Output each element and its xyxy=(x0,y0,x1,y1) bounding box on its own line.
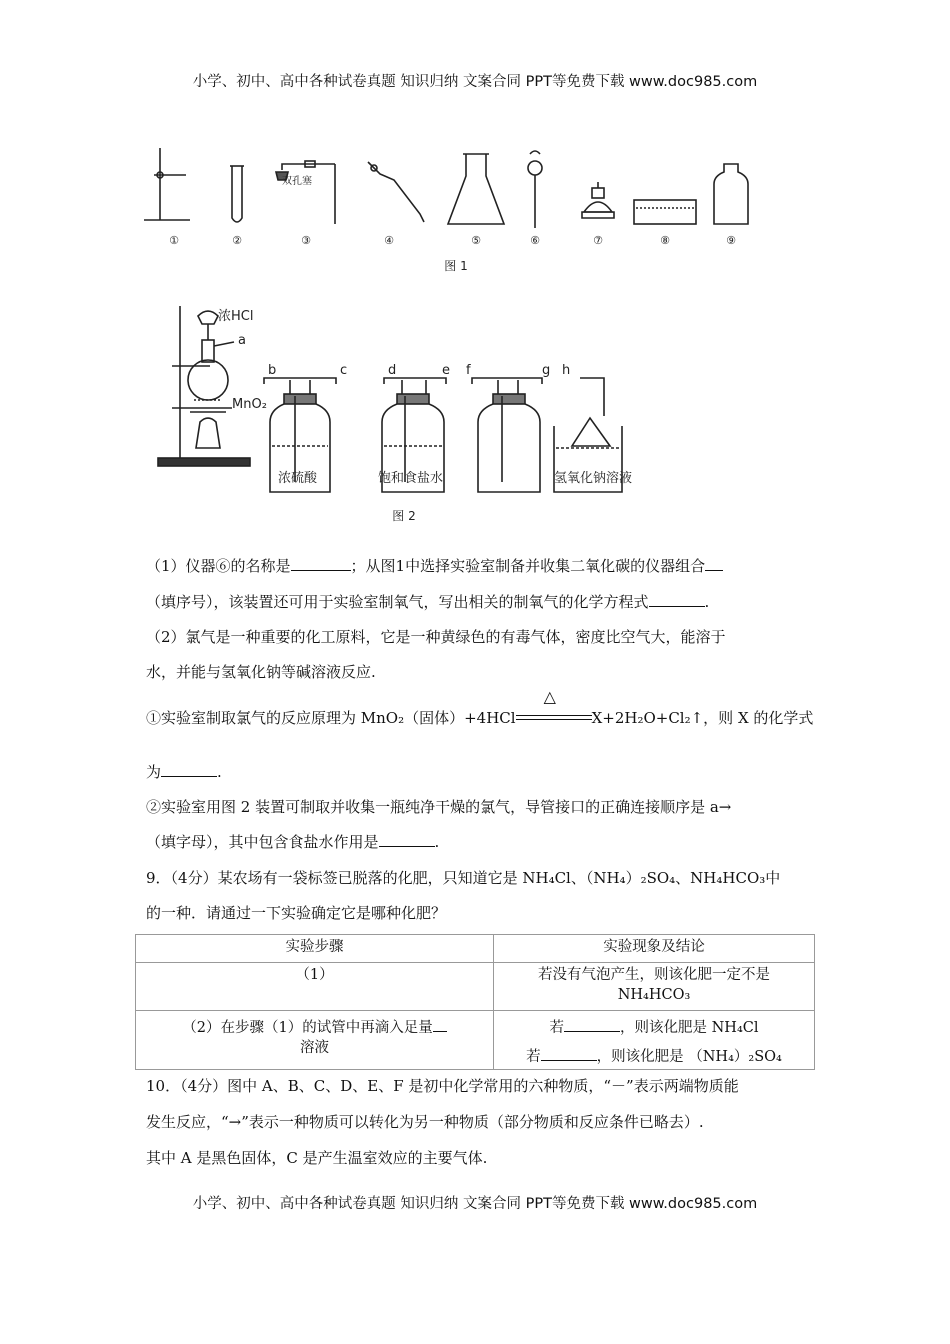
water-trough-icon xyxy=(634,200,696,224)
hcl-label: 浓HCl xyxy=(218,309,254,324)
fig1-num-2: ② xyxy=(232,234,242,247)
conical-flask-icon xyxy=(448,154,504,224)
q10-line1: 10．（4分）图中 A、B、C、D、E、F 是初中化学常用的六种物质，“－”表示两端物质能 xyxy=(146,1077,739,1095)
q8-part1-line2: （填序号），该装置还可用于实验室制氧气，写出相关的制氧气的化学方程式 . xyxy=(146,593,710,611)
table-row xyxy=(136,963,815,1011)
chlorine-generator-icon xyxy=(158,306,250,466)
port-d: d xyxy=(388,363,397,378)
alcohol-lamp-icon xyxy=(582,182,614,218)
port-c: c xyxy=(340,363,348,378)
port-a: a xyxy=(238,333,246,348)
port-f: f xyxy=(466,363,471,378)
q8-part3-line2: 为 . xyxy=(146,763,222,781)
page-header: 小学、初中、高中各种试卷真题 知识归纳 文案合同 PPT等免费下载 www.doc985.com xyxy=(192,74,758,90)
result-2-cell: 若 ，则该化肥是 NH₄Cl 若 ，则该化肥是 （NH₄）₂SO₄ xyxy=(494,1011,815,1070)
answer-blank[interactable] xyxy=(649,592,705,607)
table-header-steps: 实验步骤 xyxy=(136,935,494,963)
reaction-condition xyxy=(516,687,592,723)
q9-line1: 9．（4分）某农场有一袋标签已脱落的化肥，只知道它是 NH₄Cl、（NH₄）₂SO₄、NH₄HCO₃中 xyxy=(146,869,781,887)
fig1-num-4: ④ xyxy=(384,234,394,247)
table-header-results: 实验现象及结论 xyxy=(494,935,815,963)
fig1-num-8: ⑧ xyxy=(660,234,670,247)
q8-part3-line1: ①实验室制取氯气的反应原理为 MnO₂（固体）+4HCl △ X+2H₂O+Cl₂↑，则 X 的化学式 xyxy=(146,687,814,727)
label-saline: 饱和食盐水 xyxy=(378,471,444,486)
q10-line2: 发生反应，“→”表示一种物质可以转化为另一种物质（部分物质和反应条件已略去）. xyxy=(146,1113,704,1131)
q8-part1-line1: （1）仪器⑥的名称是 ；从图1中选择实验室制备并收集二氧化碳的仪器组合 xyxy=(146,556,811,576)
delivery-tube-icon xyxy=(368,162,424,222)
q10-line3: 其中 A 是黑色固体，C 是产生温室效应的主要气体. xyxy=(146,1149,488,1167)
port-g: g xyxy=(542,363,551,378)
mno2-label: MnO₂ xyxy=(232,397,267,412)
figure-2-caption: 图 2 xyxy=(392,509,416,523)
port-e: e xyxy=(442,363,450,378)
table-row xyxy=(136,1011,815,1070)
figure-1-caption: 图 1 xyxy=(444,259,468,273)
q8-part2-line1: （2）氯气是一种重要的化工原料，它是一种黄绿色的有毒气体，密度比空气大，能溶于 xyxy=(146,628,726,646)
long-neck-funnel-icon xyxy=(528,151,542,228)
answer-blank[interactable] xyxy=(379,832,435,847)
label-sulfuric-acid: 浓硫酸 xyxy=(278,471,318,486)
collection-bottle-icon xyxy=(472,378,542,492)
iron-stand-icon xyxy=(144,148,190,220)
answer-blank[interactable] xyxy=(291,556,351,571)
label-naoh: 氢氧化钠溶液 xyxy=(554,471,633,486)
step-1-cell: （1） xyxy=(136,963,494,1011)
q8-part2-line2: 水，并能与氢氧化钠等碱溶液反应. xyxy=(146,663,376,681)
figure-2 xyxy=(150,296,660,528)
answer-blank[interactable] xyxy=(433,1017,447,1032)
answer-blank[interactable] xyxy=(564,1017,620,1032)
result-1-cell: 若没有气泡产生，则该化肥一定不是 NH₄HCO₃ xyxy=(494,963,815,1011)
fig1-num-7: ⑦ xyxy=(593,234,603,247)
fig1-num-9: ⑨ xyxy=(726,234,736,247)
page-footer: 小学、初中、高中各种试卷真题 知识归纳 文案合同 PPT等免费下载 www.doc985.com xyxy=(192,1196,758,1212)
stopper-tube-icon xyxy=(276,161,335,224)
fig1-num-3: ③ xyxy=(301,234,311,247)
step-2-cell: （2）在步骤（1）的试管中再滴入足量 溶液 xyxy=(136,1011,494,1070)
gas-bottle-icon xyxy=(714,164,748,224)
q9-line2: 的一种．请通过一下实验确定它是哪种化肥？ xyxy=(146,904,447,922)
port-b: b xyxy=(268,363,277,378)
q8-part4-line2: （填字母），其中包含食盐水作用是 . xyxy=(146,833,440,851)
port-h: h xyxy=(562,363,571,378)
figure-1 xyxy=(130,140,770,280)
q8-part4-line1: ②实验室用图 2 装置可制取并收集一瓶纯净干燥的氯气，导管接口的正确连接顺序是 a→ xyxy=(146,798,732,816)
answer-blank[interactable] xyxy=(161,762,217,777)
fig1-num-5: ⑤ xyxy=(471,234,481,247)
fig1-num-6: ⑥ xyxy=(530,234,540,247)
heat-delta-icon: △ xyxy=(543,687,556,706)
experiment-table xyxy=(135,934,815,1070)
test-tube-icon xyxy=(230,166,244,222)
answer-blank[interactable] xyxy=(705,556,723,571)
stopper-label: 双孔塞 xyxy=(282,176,312,187)
fig1-num-1: ① xyxy=(169,234,179,247)
answer-blank[interactable] xyxy=(541,1046,597,1061)
